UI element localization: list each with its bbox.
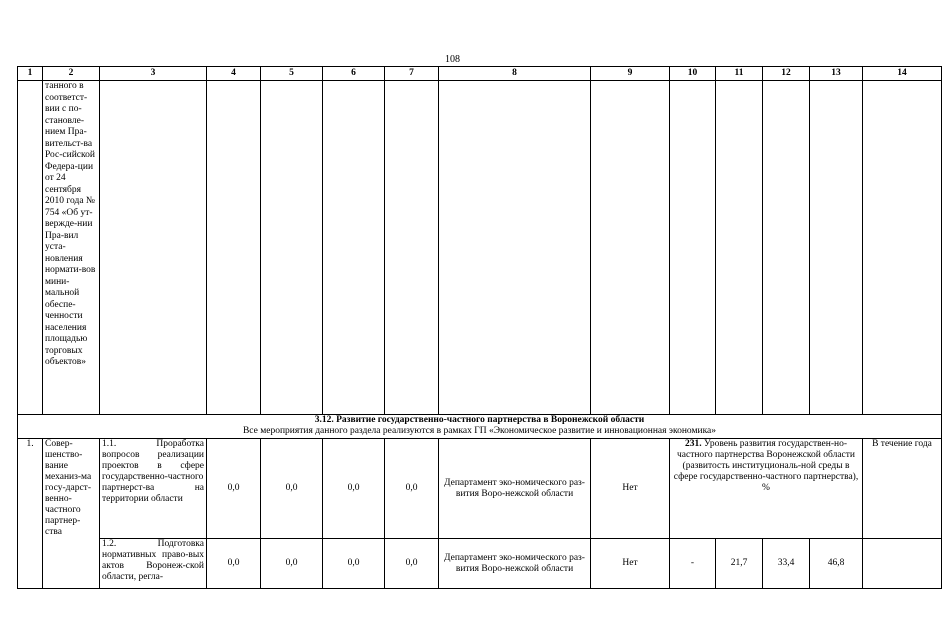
table-cell xyxy=(18,81,43,415)
value-cell: 0,0 xyxy=(207,439,261,539)
table-cell xyxy=(439,81,591,415)
table-cell xyxy=(716,81,763,415)
col-header: 8 xyxy=(439,67,591,81)
col-header: 10 xyxy=(670,67,716,81)
value-cell: 21,7 xyxy=(716,539,763,589)
measure-text: 1.1. Проработка вопросов реализации проектов в сфере государственно-частного партнерст-ва на территории области xyxy=(100,439,207,539)
value-cell: 0,0 xyxy=(385,439,439,539)
col-header: 14 xyxy=(863,67,942,81)
indicator-number: 231. xyxy=(684,439,702,449)
col-header: 4 xyxy=(207,67,261,81)
executor-cell: Департамент эко-номического раз-вития Воро-нежской области xyxy=(439,439,591,539)
section-row xyxy=(18,415,942,439)
table-row xyxy=(18,439,942,539)
col-header: 12 xyxy=(763,67,810,81)
table-cell xyxy=(810,81,863,415)
activity-name: Совер-шенство-вание механиз-ма госу-дарст-венно-частного партнер-ства xyxy=(43,439,100,589)
executor-cell: Департамент эко-номического раз-вития Воро-нежской области xyxy=(439,539,591,589)
value-cell: 0,0 xyxy=(385,539,439,589)
table-cell xyxy=(261,81,323,415)
col-header: 7 xyxy=(385,67,439,81)
row-number: 1. xyxy=(18,439,43,589)
table-row xyxy=(18,539,942,589)
value-cell: - xyxy=(670,539,716,589)
section-heading xyxy=(18,415,942,439)
col-header: 13 xyxy=(810,67,863,81)
value-cell: 46,8 xyxy=(810,539,863,589)
col-header: 5 xyxy=(261,67,323,81)
program-table xyxy=(17,66,942,589)
value-cell: Нет xyxy=(591,539,670,589)
header-row xyxy=(18,67,942,81)
table-cell xyxy=(863,539,942,589)
table-cell xyxy=(207,81,261,415)
term-cell: В течение года xyxy=(863,439,942,539)
table-cell xyxy=(763,81,810,415)
indicator-cell xyxy=(670,439,863,539)
value-cell: 0,0 xyxy=(323,439,385,539)
page-number: 108 xyxy=(445,54,460,65)
section-subtitle: Все мероприятия данного раздела реализуются в рамках ГП «Экономическое развитие и инновационная экономика» xyxy=(242,426,717,436)
col-header: 1 xyxy=(18,67,43,81)
value-cell: 0,0 xyxy=(323,539,385,589)
table-cell xyxy=(323,81,385,415)
value-cell: 0,0 xyxy=(261,439,323,539)
section-title: 3.12. Развитие государственно-частного партнерства в Воронежской области xyxy=(314,415,645,425)
col-header: 6 xyxy=(323,67,385,81)
table-cell xyxy=(385,81,439,415)
col-header: 11 xyxy=(716,67,763,81)
col-header: 2 xyxy=(43,67,100,81)
col-header: 3 xyxy=(100,67,207,81)
continuation-text: танного в соответст-вии с по-становле-нием Пра-вительст-ва Рос-сийской Федера-ции от 24 сентября 2010 года № 754 «Об ут-вержде-нии Пра-вил уста-новления нормати-вов мини-мальной обеспе-ченности населения площадью торговых объектов» xyxy=(43,81,100,415)
continuation-row xyxy=(18,81,942,415)
value-cell: Нет xyxy=(591,439,670,539)
measure-text: 1.2. Подготовка нормативных право-вых актов Воронеж-ской области, регла- xyxy=(100,539,207,589)
table-cell xyxy=(591,81,670,415)
table-cell xyxy=(670,81,716,415)
value-cell: 0,0 xyxy=(261,539,323,589)
indicator-text: Уровень развития государствен-но-частного партнерства Воронежской области (развитость институциональ-ной среды в сфере государственно-частного партнерства), % xyxy=(673,439,859,493)
value-cell: 0,0 xyxy=(207,539,261,589)
col-header: 9 xyxy=(591,67,670,81)
table-cell xyxy=(863,81,942,415)
value-cell: 33,4 xyxy=(763,539,810,589)
table-cell xyxy=(100,81,207,415)
